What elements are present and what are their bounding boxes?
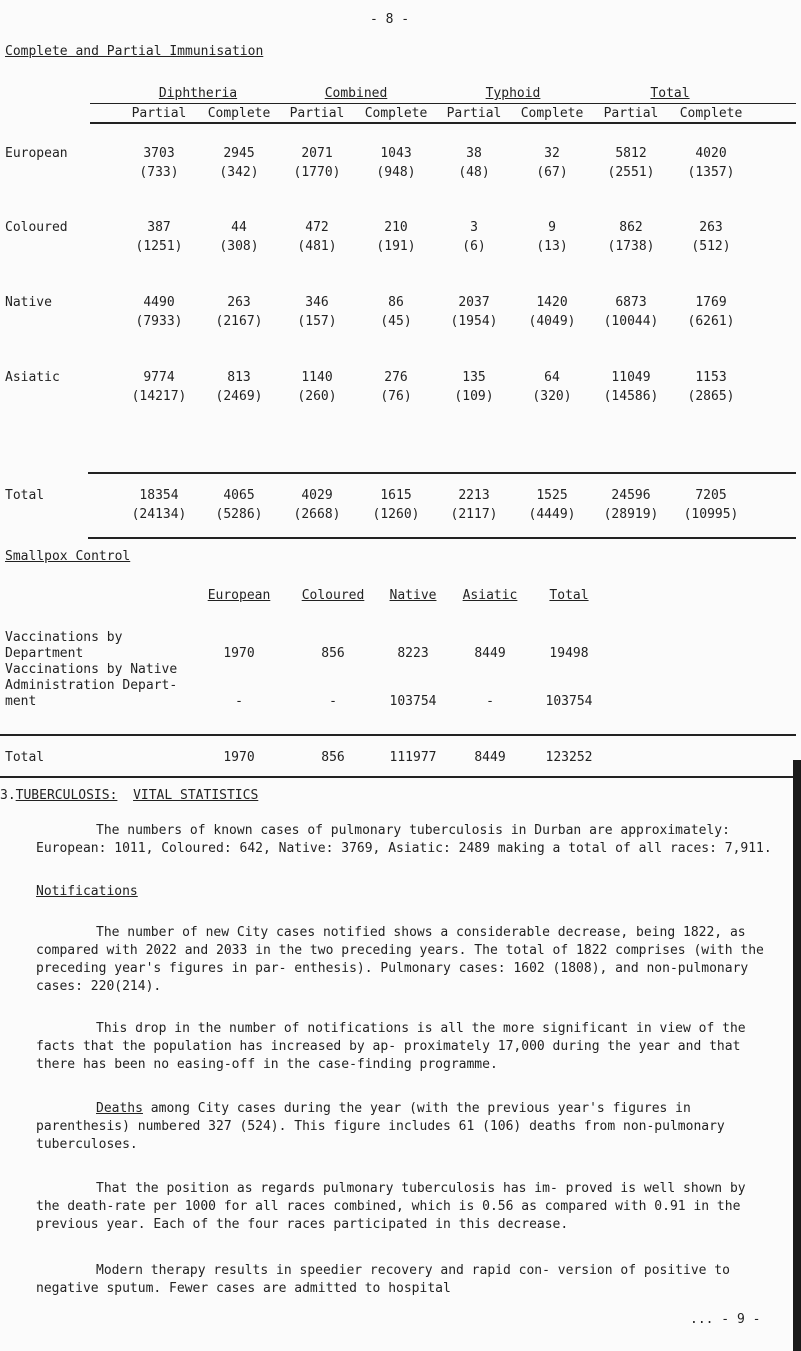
cell-value: 1769: [695, 295, 727, 310]
cell-previous-year: (76): [380, 389, 412, 404]
cell-value: 1043: [380, 146, 412, 161]
cell-value: 9774: [143, 370, 175, 385]
cell-previous-year: (2167): [215, 314, 263, 329]
cell-value: 6873: [615, 295, 647, 310]
smallpox-col-coloured: Coloured: [301, 588, 365, 603]
cell-previous-year: (6261): [687, 314, 735, 329]
smallpox-col-native: Native: [389, 588, 437, 603]
cell-value: 4029: [301, 488, 333, 503]
cell-previous-year: (481): [297, 239, 337, 254]
immunisation-title: Complete and Partial Immunisation: [5, 44, 264, 59]
subhead-partial: Partial: [131, 106, 187, 121]
cell-value: 24596: [611, 488, 651, 503]
cell-value: 862: [619, 220, 643, 235]
cell-value: 1420: [536, 295, 568, 310]
cell-value: 2945: [223, 146, 255, 161]
cell-previous-year: (48): [458, 165, 490, 180]
cell-previous-year: (28919): [603, 507, 659, 522]
smallpox-cell: 8449: [474, 646, 506, 661]
group-combined: Combined: [324, 86, 388, 101]
cell-value: 346: [305, 295, 329, 310]
cell-previous-year: (4049): [528, 314, 576, 329]
tb-heading: 3.TUBERCULOSIS: VITAL STATISTICS: [0, 788, 259, 803]
smallpox-cell: 103754: [545, 694, 593, 709]
cell-previous-year: (948): [376, 165, 416, 180]
smallpox-row-label: Vaccinations by: [5, 630, 123, 645]
cell-value: 9: [548, 220, 556, 235]
cell-value: 813: [227, 370, 251, 385]
cell-value: 5812: [615, 146, 647, 161]
smallpox-row-label: ment: [5, 694, 37, 709]
cell-previous-year: (2117): [450, 507, 498, 522]
cell-previous-year: (45): [380, 314, 412, 329]
cell-previous-year: (109): [454, 389, 494, 404]
subhead-partial: Partial: [603, 106, 659, 121]
cell-value: 387: [147, 220, 171, 235]
population-paragraph: This drop in the number of notifications is all the more significant in view of the facts that the population has increased by ap- proximately 17,000 during the year and that there has been no easing-off in the case-finding programme.: [36, 1021, 746, 1072]
tb-heading-a: TUBERCULOSIS:: [15, 788, 118, 803]
cell-value: 263: [227, 295, 251, 310]
cell-previous-year: (2668): [293, 507, 341, 522]
cell-previous-year: (342): [219, 165, 259, 180]
smallpox-cell: -: [486, 694, 494, 709]
cell-value: 11049: [611, 370, 651, 385]
cell-previous-year: (10995): [683, 507, 739, 522]
cell-value: 64: [544, 370, 560, 385]
smallpox-row-label: Administration Depart-: [5, 678, 178, 693]
smallpox-cell: 103754: [389, 694, 437, 709]
row-label: European: [5, 146, 68, 161]
cell-previous-year: (1954): [450, 314, 498, 329]
group-typhoid: Typhoid: [485, 86, 541, 101]
subhead-complete: Complete: [207, 106, 271, 121]
cell-value: 3: [470, 220, 478, 235]
row-label: Total: [5, 488, 45, 503]
smallpox-cell: 8449: [474, 750, 506, 765]
cell-previous-year: (2551): [607, 165, 655, 180]
smallpox-row-label: Vaccinations by Native: [5, 662, 178, 677]
death-rate-paragraph: That the position as regards pulmonary tuberculosis has im- proved is well shown by the death-rate per 1000 for all races combined, which is 0.56 as compared with 0.91 in the previous year. Each of the four races participated in this decrease.: [36, 1181, 746, 1232]
cell-value: 1153: [695, 370, 727, 385]
cell-value: 2071: [301, 146, 333, 161]
cell-previous-year: (512): [691, 239, 731, 254]
smallpox-row-label: Department: [5, 646, 84, 661]
smallpox-cell: 19498: [549, 646, 589, 661]
smallpox-cell: 1970: [223, 750, 255, 765]
cell-value: 3703: [143, 146, 175, 161]
row-label: Native: [5, 295, 52, 310]
smallpox-cell: 856: [321, 750, 345, 765]
page-number: - 8 -: [370, 12, 410, 27]
cell-value: 86: [388, 295, 404, 310]
subhead-complete: Complete: [520, 106, 584, 121]
group-diphtheria: Diphtheria: [158, 86, 238, 101]
cell-previous-year: (1260): [372, 507, 420, 522]
cell-previous-year: (320): [532, 389, 572, 404]
smallpox-cell: 111977: [389, 750, 437, 765]
cell-previous-year: (24134): [131, 507, 187, 522]
cell-value: 263: [699, 220, 723, 235]
subhead-complete: Complete: [679, 106, 743, 121]
notifications-title: Notifications: [36, 884, 138, 899]
deaths-paragraph: Deaths among City cases during the year (with the previous year's figures in parenthesis) numbered 327 (524). This figure includes 61 (106) deaths from non-pulmonary tuberculoses.: [36, 1101, 725, 1152]
row-label: Asiatic: [5, 370, 60, 385]
cell-value: 2037: [458, 295, 490, 310]
cell-previous-year: (191): [376, 239, 416, 254]
cell-previous-year: (14217): [131, 389, 187, 404]
subhead-complete: Complete: [364, 106, 428, 121]
cell-value: 276: [384, 370, 408, 385]
smallpox-col-european: European: [207, 588, 271, 603]
smallpox-cell: -: [329, 694, 337, 709]
cell-previous-year: (260): [297, 389, 337, 404]
cell-previous-year: (10044): [603, 314, 659, 329]
group-total: Total: [650, 86, 690, 101]
cell-previous-year: (2469): [215, 389, 263, 404]
cell-value: 1615: [380, 488, 412, 503]
notifications-paragraph: The number of new City cases notified shows a considerable decrease, being 1822, as compared with 2022 and 2033 in the two preceding years. The total of 1822 comprises (with the preceding year's figures in par- enthesis). Pulmonary cases: 1602 (1808), and non-pulmonary cases: 220(214).: [36, 925, 764, 994]
cell-previous-year: (5286): [215, 507, 263, 522]
cell-previous-year: (6): [462, 239, 486, 254]
smallpox-cell: 8223: [397, 646, 429, 661]
cell-previous-year: (14586): [603, 389, 659, 404]
cell-value: 1525: [536, 488, 568, 503]
cell-previous-year: (2865): [687, 389, 735, 404]
cell-value: 4020: [695, 146, 727, 161]
cell-value: 38: [466, 146, 482, 161]
cell-previous-year: (1770): [293, 165, 341, 180]
subhead-partial: Partial: [446, 106, 502, 121]
cell-value: 32: [544, 146, 560, 161]
smallpox-col-total: Total: [549, 588, 589, 603]
cell-value: 4490: [143, 295, 175, 310]
cell-previous-year: (1738): [607, 239, 655, 254]
tb-heading-b: VITAL STATISTICS: [133, 788, 259, 803]
smallpox-cell: -: [235, 694, 243, 709]
cell-previous-year: (733): [139, 165, 179, 180]
cell-previous-year: (13): [536, 239, 568, 254]
smallpox-cell: 1970: [223, 646, 255, 661]
subhead-partial: Partial: [289, 106, 345, 121]
cell-previous-year: (7933): [135, 314, 183, 329]
cell-previous-year: (4449): [528, 507, 576, 522]
smallpox-cell: 856: [321, 646, 345, 661]
cell-value: 135: [462, 370, 486, 385]
row-label: Coloured: [5, 220, 68, 235]
smallpox-cell: 123252: [545, 750, 593, 765]
therapy-paragraph: Modern therapy results in speedier recovery and rapid con- version of positive to negative sputum. Fewer cases are admitted to hospital: [36, 1263, 730, 1296]
cell-value: 1140: [301, 370, 333, 385]
tb-known-cases-paragraph: The numbers of known cases of pulmonary tuberculosis in Durban are approximately: European: 1011, Coloured: 642, Native: 3769, Asiatic: 2489 making a total of all races: 7,911.: [36, 823, 772, 856]
cell-value: 472: [305, 220, 329, 235]
cell-previous-year: (1357): [687, 165, 735, 180]
cell-previous-year: (308): [219, 239, 259, 254]
cell-value: 44: [231, 220, 247, 235]
cell-value: 7205: [695, 488, 727, 503]
cell-previous-year: (157): [297, 314, 337, 329]
cell-value: 210: [384, 220, 408, 235]
continued-footer: ... - 9 -: [690, 1312, 761, 1327]
cell-value: 4065: [223, 488, 255, 503]
smallpox-row-label: Total: [5, 750, 45, 765]
scan-edge-bar: [793, 760, 801, 1351]
smallpox-col-asiatic: Asiatic: [462, 588, 518, 603]
cell-previous-year: (67): [536, 165, 568, 180]
cell-value: 2213: [458, 488, 490, 503]
cell-value: 18354: [139, 488, 179, 503]
cell-previous-year: (1251): [135, 239, 183, 254]
smallpox-title: Smallpox Control: [5, 549, 131, 564]
